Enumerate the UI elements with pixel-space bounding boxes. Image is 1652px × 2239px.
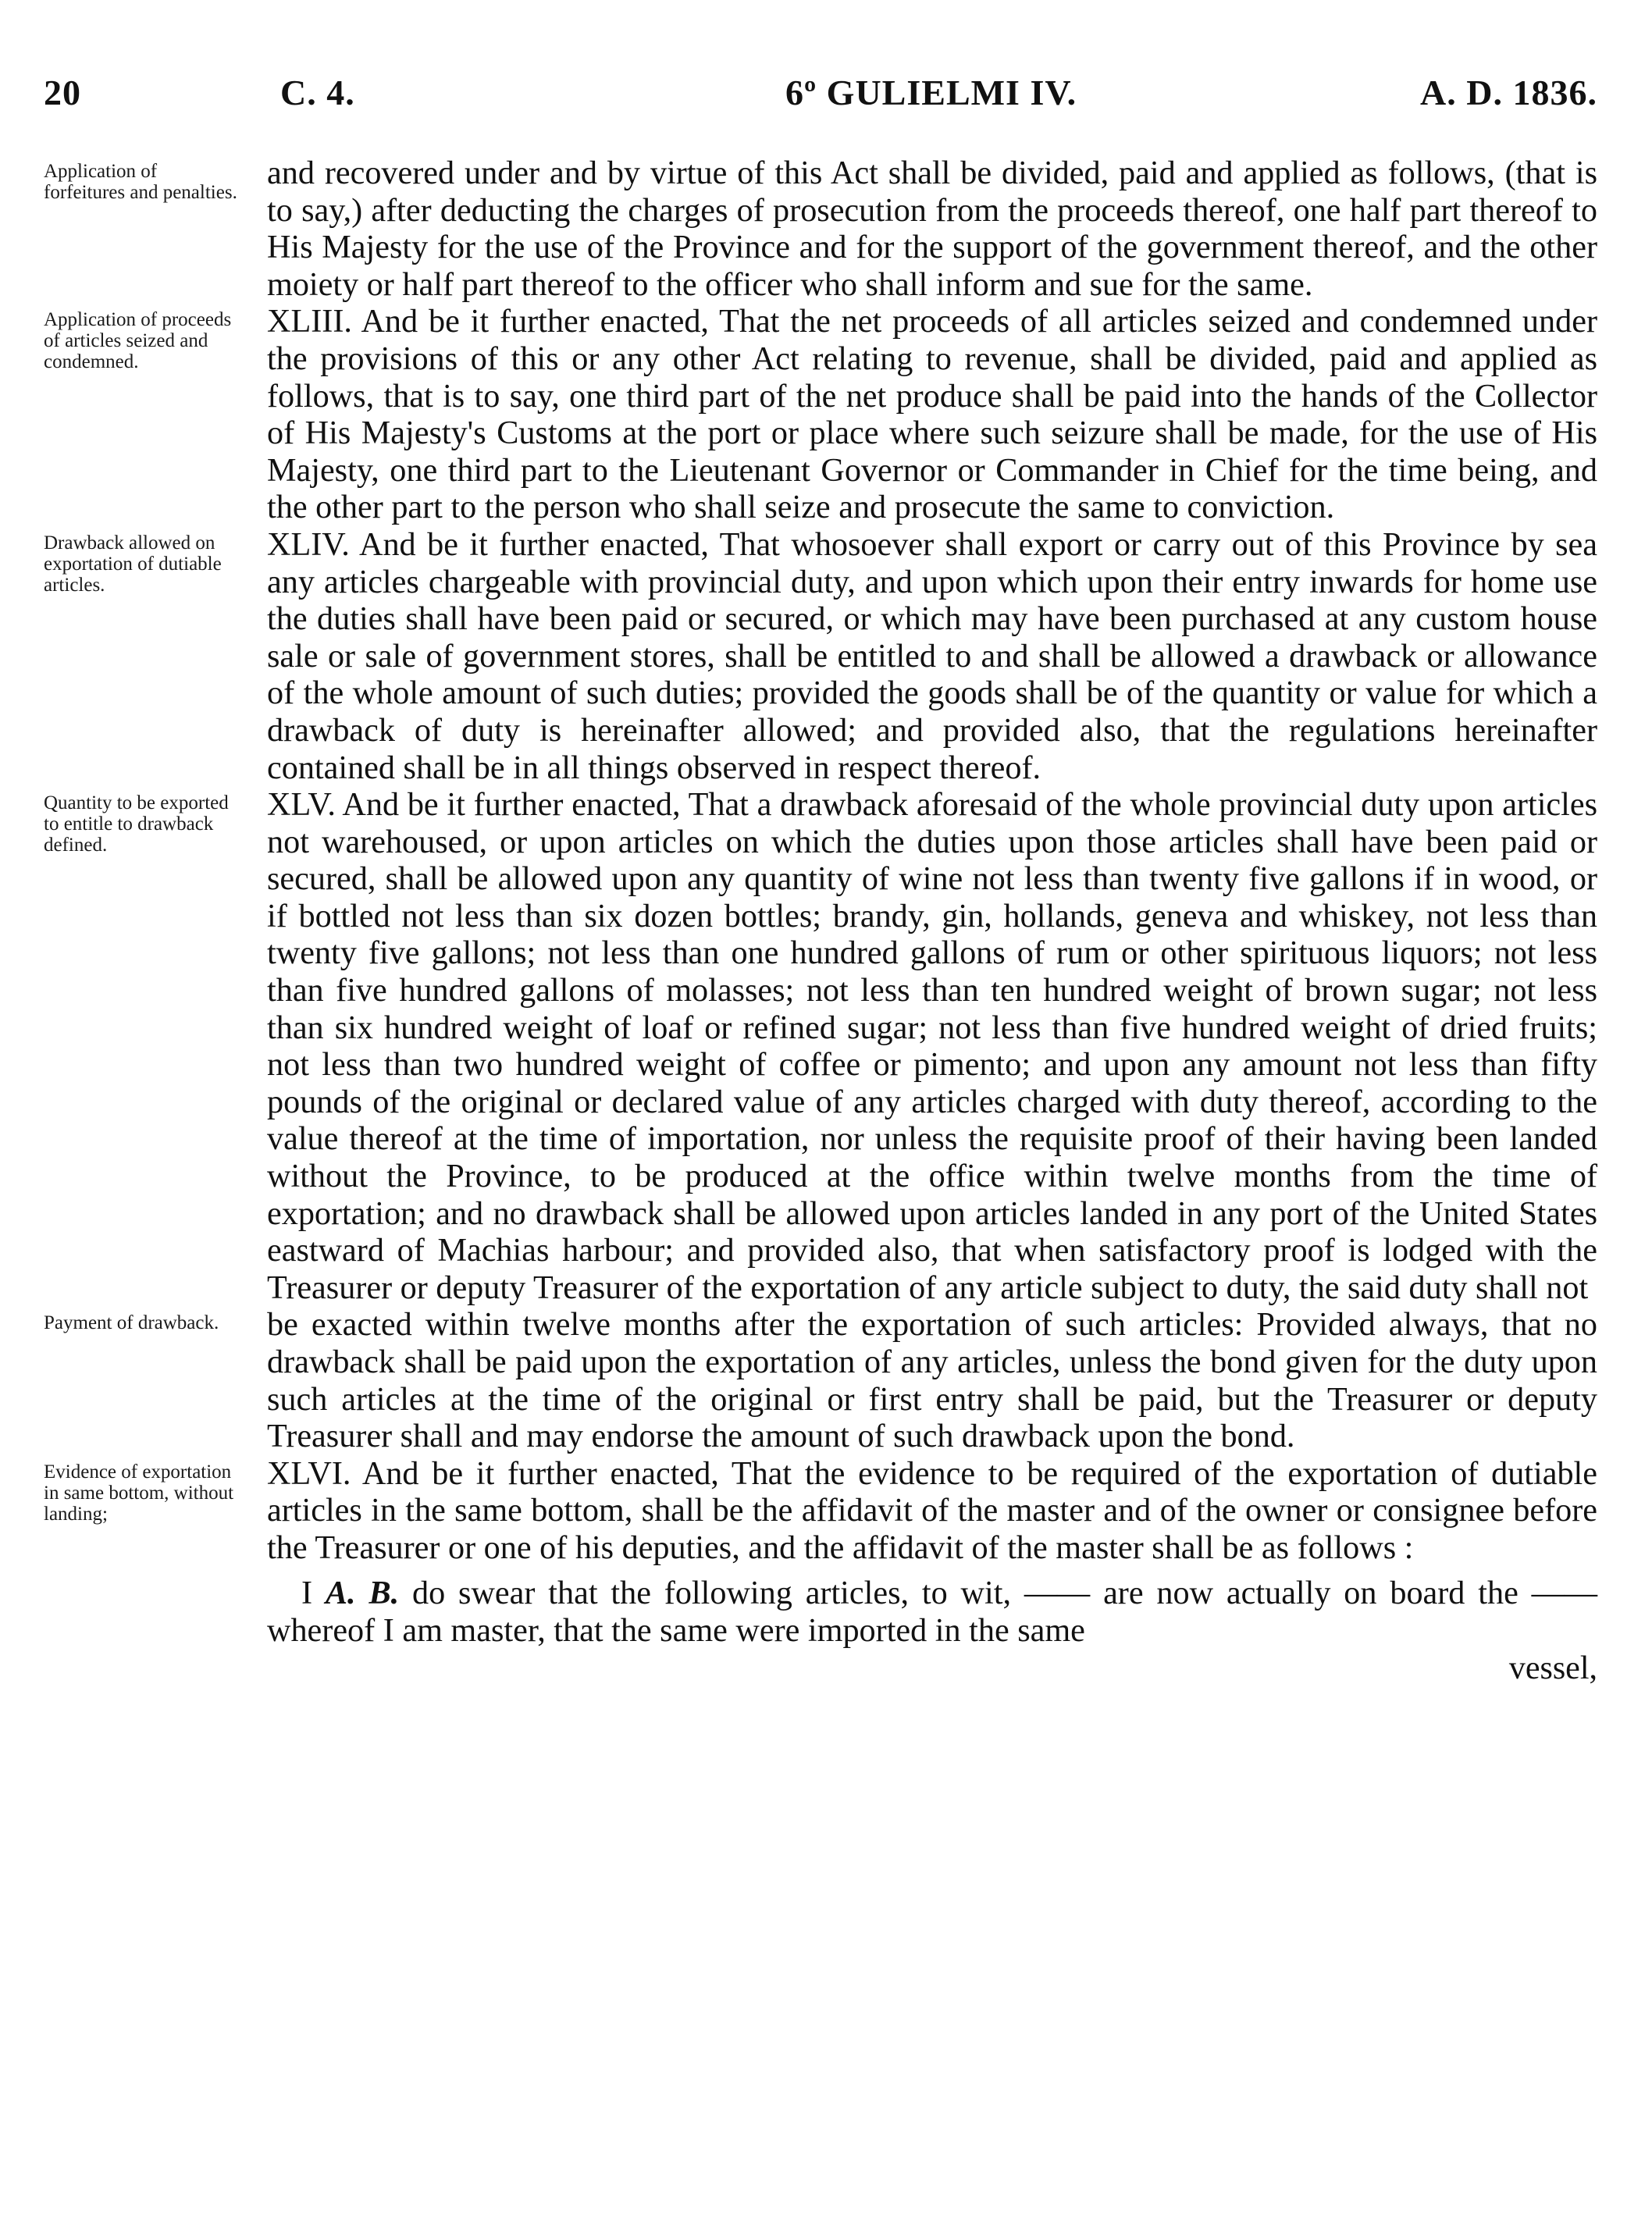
anno-domini: A. D. 1836.: [1420, 73, 1597, 112]
page-number: 20: [44, 73, 81, 112]
regnal-year: 6º GULIELMI IV.: [785, 73, 1077, 112]
statute-body: [44, 155, 1597, 1687]
section-block: [44, 1306, 1597, 1454]
chapter-number: C. 4.: [280, 73, 355, 112]
margin-note: Application of forfeitures and penalties.: [44, 161, 237, 203]
section-block: [44, 786, 1597, 1306]
section-block: [44, 155, 1597, 303]
margin-note: Evidence of exportation in same bottom, without landing;: [44, 1461, 234, 1525]
running-header: [44, 72, 1597, 119]
margin-note: Payment of drawback.: [44, 1312, 219, 1334]
oath-lead: I: [301, 1574, 313, 1611]
catchword: vessel,: [1508, 1650, 1597, 1686]
section-text: be exacted within twelve months after the exportation of such articles: Provided always, that no drawback shall be paid upon the exportation of any articles, unless the bond given for the duty upon such articles at the time of the original or first entry shall be paid, but the Treasurer or deputy Treasurer shall and may endorse the amount of such drawback upon the bond.: [267, 1306, 1597, 1455]
oath-initials: A. B.: [325, 1574, 400, 1611]
oath-text: do swear that the following articles, to wit, —— are now actually on board the —— whereof I am master, that the same were imported in the same: [267, 1574, 1598, 1649]
section-block: [44, 526, 1597, 786]
margin-note: Application of proceeds of articles seized and condemned.: [44, 309, 232, 373]
section-text: XLV. And be it further enacted, That a drawback aforesaid of the whole provincial duty upon articles not warehoused, or upon articles on which the duties upon those articles shall have been paid or secured, shall be allowed upon any quantity of wine not less than twenty five gallons if in wood, or if bottled not less than six dozen bottles; brandy, gin, hollands, geneva and whiskey, not less than twenty five gallons; not less than one hundred gallons of rum or other spirituous liquors; not less than five hundred gallons of molasses; not less than ten hundred weight of brown sugar; not less than six hundred weight of loaf or refined sugar; not less than five hundred weight of dried fruits; not less than two hundred weight of coffee or pimento; and upon any amount not less than fifty pounds of the original or declared value of any articles charged with duty thereof, according to the value thereof at the time of importation, nor unless the requisite proof of their having been landed without the Province, to be produced at the office within twelve months from the time of exportation; and no drawback shall be allowed upon articles landed in any port of the United States eastward of Machias harbour; and provided also, that when satisfactory proof is lodged with the Treasurer or deputy Treasurer of the exportation of any article subject to duty, the said duty shall not: [267, 786, 1597, 1306]
section-text: XLIII. And be it further enacted, That the net proceeds of all articles seized and condemned under the provisions of this or any other Act relating to revenue, shall be divided, paid and applied as follows, that is to say, one third part of the net produce shall be paid into the hands of the Collector of His Majesty's Customs at the port or place where such seizure shall be made, for the use of His Majesty, one third part to the Lieutenant Governor or Commander in Chief for the time being, and the other part to the person who shall seize and prosecute the same to conviction.: [267, 303, 1597, 526]
section-text: XLIV. And be it further enacted, That whosoever shall export or carry out of this Province by sea any articles chargeable with provincial duty, and upon which upon their entry inwards for home use the duties shall have been paid or secured, or which may have been purchased at any custom house sale or sale of government stores, shall be entitled to and shall be allowed a drawback or allowance of the whole amount of such duties; provided the goods shall be of the quantity or value for which a drawback of duty is hereinafter allowed; and provided also, that the regulations hereinafter contained shall be in all things observed in respect thereof.: [267, 525, 1597, 786]
section-text: and recovered under and by virtue of this Act shall be divided, paid and applied as follows, (that is to say,) after deducting the charges of prosecution from the proceeds thereof, one half part thereof to His Majesty for the use of the Province and for the support of the government thereof, and the other moiety or half part thereof to the officer who shall inform and sue for the same.: [267, 155, 1597, 303]
section-text: XLVI. And be it further enacted, That the evidence to be required of the exportation of dutiable articles in the same bottom, shall be the affidavit of the master and of the owner or consignee before the Treasurer or one of his deputies, and the affidavit of the master shall be as follows :: [267, 1454, 1597, 1566]
affidavit-form: [267, 1575, 1597, 1650]
margin-note: Drawback allowed on exportation of dutiable articles.: [44, 532, 222, 596]
margin-note: Quantity to be exported to entitle to drawback defined.: [44, 792, 229, 856]
section-block: [44, 303, 1597, 526]
section-block: [44, 1455, 1597, 1567]
